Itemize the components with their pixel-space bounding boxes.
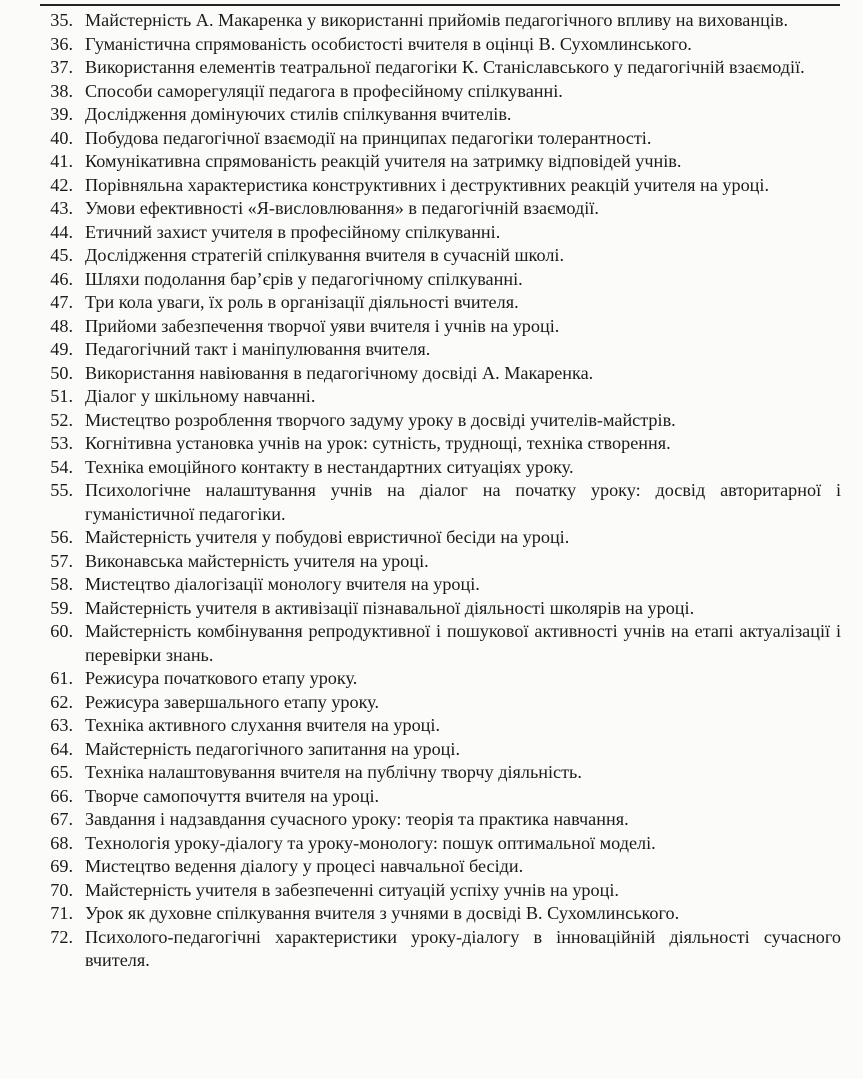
topic-text: Мистецтво ведення діалогу у процесі навчальної бесіди. (85, 856, 524, 876)
topic-text: Психологічне налаштування учнів на діалог на початку уроку: досвід авторитарної і гуманістичної педагогіки. (85, 480, 841, 524)
topic-number: 40. (50, 127, 73, 148)
topic-text: Майстерність учителя в активізації пізнавальної діяльності школярів на уроці. (85, 597, 695, 618)
topic-text: Майстерність учителя у побудові евристичної бесіди на уроці. (85, 527, 570, 547)
list-item (0, 714, 863, 738)
topic-text: Порівняльна характеристика конструктивних і деструктивних реакцій учителя на уроці. (85, 174, 770, 195)
topic-text: Дослідження стратегій спілкування вчителя в сучасній школі. (85, 245, 564, 265)
topic-number: 53. (50, 433, 73, 453)
list-item (0, 291, 863, 315)
list-item (0, 597, 863, 621)
topic-number: 59. (50, 597, 73, 618)
topic-number: 67. (50, 809, 73, 829)
topic-text: Дослідження домінуючих стилів спілкування вчителів. (85, 104, 512, 124)
list-item (0, 808, 863, 832)
list-item (0, 150, 863, 174)
list-item (0, 268, 863, 292)
topic-number: 66. (50, 785, 73, 806)
topic-text: Майстерність А. Макаренка у використанні прийомів педагогічного впливу на вихованців. (85, 10, 789, 30)
topic-number: 54. (50, 456, 73, 477)
topic-number: 65. (50, 762, 73, 782)
topic-text: Техніка емоційного контакту в нестандартних ситуаціях уроку. (85, 456, 574, 477)
list-item (0, 479, 863, 526)
topic-number: 57. (50, 550, 73, 571)
topic-number: 69. (50, 856, 73, 876)
topic-number: 48. (50, 315, 73, 336)
topic-number: 42. (50, 174, 73, 195)
list-item (0, 197, 863, 221)
list-item (0, 691, 863, 715)
list-item (0, 550, 863, 574)
topic-number: 41. (50, 151, 73, 171)
topic-number: 58. (50, 574, 73, 594)
topic-text: Педагогічний такт і маніпулювання вчителя. (85, 339, 431, 359)
topic-number: 61. (50, 668, 73, 688)
topic-text: Використання навіювання в педагогічному досвіді А. Макаренка. (85, 362, 594, 383)
topic-number: 46. (50, 268, 73, 289)
topic-text: Гуманістична спрямованість особистості вчителя в оцінці В. Сухомлинського. (85, 33, 692, 54)
topic-number: 49. (50, 339, 73, 359)
list-item (0, 9, 863, 33)
topic-number: 63. (50, 715, 73, 735)
topic-text: Умови ефективності «Я-висловлювання» в педагогічній взаємодії. (85, 198, 599, 218)
topic-number: 72. (50, 926, 73, 947)
topic-text: Мистецтво діалогізації монологу вчителя на уроці. (85, 574, 480, 594)
topic-text: Майстерність комбінування репродуктивної і пошукової активності учнів на етапі актуалізації і перевірки знань. (85, 621, 841, 665)
topic-number: 62. (50, 691, 73, 712)
list-item (0, 385, 863, 409)
topic-text: Когнітивна установка учнів на урок: сутність, труднощі, техніка створення. (85, 433, 671, 453)
list-item (0, 573, 863, 597)
topic-text: Використання елементів театральної педагогіки К. Станіславського у педагогічній взаємодії. (85, 57, 805, 77)
topic-list (0, 9, 863, 973)
topic-text: Мистецтво розроблення творчого задуму уроку в досвіді учителів-майстрів. (85, 409, 676, 430)
list-item (0, 127, 863, 151)
list-item (0, 174, 863, 198)
list-item (0, 526, 863, 550)
list-item (0, 902, 863, 926)
topic-number: 68. (50, 832, 73, 853)
list-item (0, 879, 863, 903)
topic-number: 55. (50, 480, 73, 500)
list-item (0, 244, 863, 268)
list-item (0, 761, 863, 785)
list-item (0, 33, 863, 57)
list-item (0, 80, 863, 104)
list-item (0, 221, 863, 245)
list-item (0, 785, 863, 809)
topic-number: 36. (50, 33, 73, 54)
topic-text: Виконавська майстерність учителя на уроці. (85, 550, 429, 571)
list-item (0, 456, 863, 480)
topic-number: 51. (50, 386, 73, 406)
topic-text: Режисура завершального етапу уроку. (85, 691, 379, 712)
topic-number: 45. (50, 245, 73, 265)
topic-text: Способи саморегуляції педагога в професійному спілкуванні. (85, 80, 563, 101)
list-item (0, 409, 863, 433)
topic-text: Майстерність педагогічного запитання на уроці. (85, 738, 461, 759)
topic-text: Психолого-педагогічні характеристики уроку-діалогу в інноваційній діяльності сучасного вчителя. (85, 926, 841, 970)
list-item (0, 738, 863, 762)
topic-text: Технологія уроку-діалогу та уроку-монологу: пошук оптимальної моделі. (85, 832, 656, 853)
topic-text: Завдання і надзавдання сучасного уроку: теорія та практика навчання. (85, 809, 629, 829)
list-item (0, 362, 863, 386)
list-item (0, 620, 863, 667)
topic-text: Техніка налаштовування вчителя на публічну творчу діяльність. (85, 762, 582, 782)
topic-text: Побудова педагогічної взаємодії на принципах педагогіки толерантності. (85, 127, 652, 148)
list-item (0, 926, 863, 973)
topic-number: 52. (50, 409, 73, 430)
topic-number: 39. (50, 104, 73, 124)
topic-number: 71. (50, 903, 73, 923)
topic-number: 38. (50, 80, 73, 101)
topic-number: 70. (50, 879, 73, 900)
topic-number: 37. (50, 57, 73, 77)
topic-text: Шляхи подолання бар’єрів у педагогічному спілкуванні. (85, 268, 523, 289)
topic-number: 47. (50, 292, 73, 312)
topic-text: Діалог у шкільному навчанні. (85, 386, 316, 406)
topic-text: Режисура початкового етапу уроку. (85, 668, 358, 688)
topic-text: Етичний захист учителя в професійному спілкуванні. (85, 221, 501, 242)
list-item (0, 432, 863, 456)
list-item (0, 315, 863, 339)
topic-text: Майстерність учителя в забезпеченні ситуацій успіху учнів на уроці. (85, 879, 619, 900)
topic-number: 43. (50, 198, 73, 218)
topic-text: Урок як духовне спілкування вчителя з учнями в досвіді В. Сухомлинського. (85, 903, 680, 923)
list-item (0, 855, 863, 879)
top-rule (40, 4, 840, 6)
topic-number: 44. (50, 221, 73, 242)
list-item (0, 832, 863, 856)
topic-text: Творче самопочуття вчителя на уроці. (85, 785, 380, 806)
list-item (0, 338, 863, 362)
list-item (0, 103, 863, 127)
topic-text: Комунікативна спрямованість реакцій учителя на затримку відповідей учнів. (85, 151, 682, 171)
topic-text: Прийоми забезпечення творчої уяви вчителя і учнів на уроці. (85, 315, 560, 336)
topic-number: 50. (50, 362, 73, 383)
topic-number: 56. (50, 527, 73, 547)
topic-text: Техніка активного слухання вчителя на уроці. (85, 715, 441, 735)
list-item (0, 667, 863, 691)
topic-text: Три кола уваги, їх роль в організації діяльності вчителя. (85, 292, 519, 312)
topic-number: 64. (50, 738, 73, 759)
list-item (0, 56, 863, 80)
topic-number: 35. (50, 10, 73, 30)
topic-number: 60. (50, 621, 73, 641)
